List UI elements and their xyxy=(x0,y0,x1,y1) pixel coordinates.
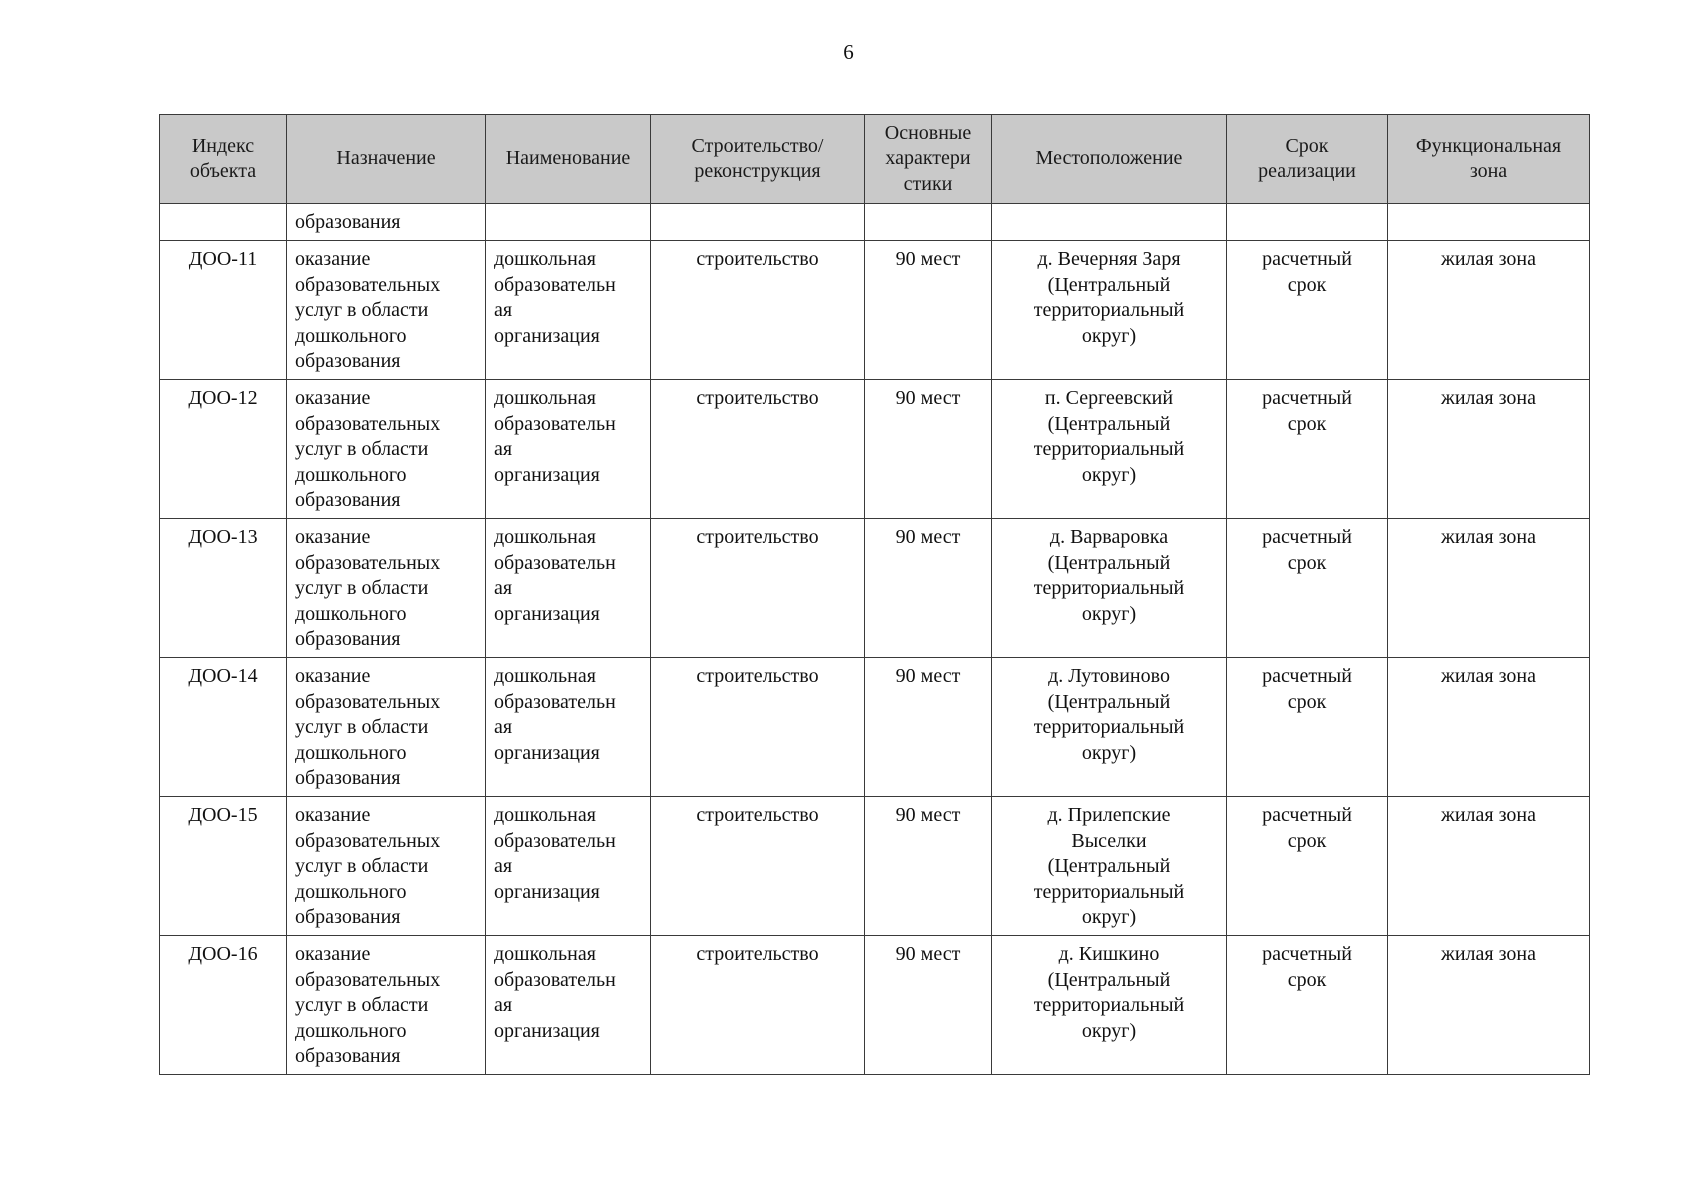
index-text: ДОО-11 xyxy=(188,248,258,270)
cell-term xyxy=(1227,380,1388,519)
cell-construction xyxy=(651,204,865,241)
cell-name xyxy=(486,241,651,380)
index-text: ДОО-16 xyxy=(188,943,258,965)
zone-text: жилая зона xyxy=(1441,526,1536,548)
table-row xyxy=(160,797,1590,936)
cell-purpose xyxy=(287,797,486,936)
cell-characteristics xyxy=(865,797,992,936)
cell-location xyxy=(992,380,1227,519)
header-name-label: Наименование xyxy=(505,147,631,170)
index-text: ДОО-13 xyxy=(188,526,258,548)
cell-index xyxy=(160,658,287,797)
term-text: расчетный срок xyxy=(1262,943,1352,991)
cell-name xyxy=(486,380,651,519)
zone-text: жилая зона xyxy=(1441,943,1536,965)
cell-characteristics xyxy=(865,241,992,380)
cell-name xyxy=(486,936,651,1075)
cell-name xyxy=(486,519,651,658)
purpose-text: оказание образовательных услуг в области дошкольного образования xyxy=(295,943,441,1067)
cell-purpose xyxy=(287,380,486,519)
cell-index xyxy=(160,380,287,519)
cell-location xyxy=(992,519,1227,658)
construction-text: строительство xyxy=(696,943,819,965)
header-purpose xyxy=(287,115,486,204)
location-text: п. Сергеевский (Центральный территориальный округ) xyxy=(1033,387,1185,486)
cell-characteristics xyxy=(865,519,992,658)
location-text: д. Лутовиново (Центральный территориальный округ) xyxy=(1033,665,1185,764)
cell-purpose xyxy=(287,241,486,380)
location-text: д. Вечерняя Заря (Центральный территориальный округ) xyxy=(1033,248,1185,347)
cell-construction xyxy=(651,241,865,380)
header-zone xyxy=(1388,115,1590,204)
table-header-row xyxy=(160,115,1590,204)
characteristics-text: 90 мест xyxy=(895,387,961,409)
header-term-label: Срок реализации xyxy=(1258,134,1356,182)
cell-characteristics xyxy=(865,936,992,1075)
name-text: дошкольная образовательн ая организация xyxy=(494,526,616,625)
header-location xyxy=(992,115,1227,204)
index-text: ДОО-14 xyxy=(188,665,258,687)
cell-zone xyxy=(1388,380,1590,519)
cell-index xyxy=(160,204,287,241)
table-row xyxy=(160,380,1590,519)
purpose-text: оказание образовательных услуг в области дошкольного образования xyxy=(295,804,441,928)
cell-term xyxy=(1227,519,1388,658)
characteristics-text: 90 мест xyxy=(895,248,961,270)
table-row xyxy=(160,658,1590,797)
characteristics-text: 90 мест xyxy=(895,526,961,548)
construction-text: строительство xyxy=(696,248,819,270)
characteristics-text: 90 мест xyxy=(895,943,961,965)
cell-name xyxy=(486,204,651,241)
header-characteristics-label: Основные характери стики xyxy=(884,121,972,195)
name-text: дошкольная образовательн ая организация xyxy=(494,248,616,347)
header-construction-label: Строительство/ реконструкция xyxy=(691,134,824,182)
name-text: дошкольная образовательн ая организация xyxy=(494,665,616,764)
cell-construction xyxy=(651,936,865,1075)
cell-name xyxy=(486,797,651,936)
index-text: ДОО-15 xyxy=(188,804,258,826)
cell-characteristics xyxy=(865,204,992,241)
cell-construction xyxy=(651,380,865,519)
header-characteristics xyxy=(865,115,992,204)
cell-purpose xyxy=(287,204,486,241)
cell-term xyxy=(1227,658,1388,797)
cell-zone xyxy=(1388,519,1590,658)
cell-characteristics xyxy=(865,658,992,797)
header-name xyxy=(486,115,651,204)
table-row xyxy=(160,519,1590,658)
header-index-label: Индекс объекта xyxy=(189,134,257,182)
header-construction xyxy=(651,115,865,204)
cell-construction xyxy=(651,519,865,658)
name-text: дошкольная образовательн ая организация xyxy=(494,387,616,486)
facilities-table xyxy=(159,114,1590,1075)
header-location-label: Местоположение xyxy=(1035,147,1183,170)
header-purpose-label: Назначение xyxy=(336,147,436,170)
purpose-text: оказание образовательных услуг в области дошкольного образования xyxy=(295,248,441,372)
cell-purpose xyxy=(287,658,486,797)
construction-text: строительство xyxy=(696,665,819,687)
cell-location xyxy=(992,658,1227,797)
cell-location xyxy=(992,241,1227,380)
term-text: расчетный срок xyxy=(1262,804,1352,852)
zone-text: жилая зона xyxy=(1441,387,1536,409)
location-text: д. Кишкино (Центральный территориальный округ) xyxy=(1033,943,1185,1042)
characteristics-text: 90 мест xyxy=(895,804,961,826)
location-text: д. Прилепские Выселки (Центральный территориальный округ) xyxy=(1033,804,1185,928)
header-zone-label: Функциональная зона xyxy=(1415,134,1562,182)
cell-term xyxy=(1227,204,1388,241)
cell-zone xyxy=(1388,797,1590,936)
zone-text: жилая зона xyxy=(1441,248,1536,270)
cell-location xyxy=(992,797,1227,936)
term-text: расчетный срок xyxy=(1262,387,1352,435)
term-text: расчетный срок xyxy=(1262,665,1352,713)
cell-term xyxy=(1227,241,1388,380)
cell-zone xyxy=(1388,936,1590,1075)
cell-name xyxy=(486,658,651,797)
header-index xyxy=(160,115,287,204)
zone-text: жилая зона xyxy=(1441,804,1536,826)
cell-construction xyxy=(651,797,865,936)
continuation-purpose-text: образования xyxy=(295,211,401,233)
table-row xyxy=(160,936,1590,1075)
index-text: ДОО-12 xyxy=(188,387,258,409)
purpose-text: оказание образовательных услуг в области дошкольного образования xyxy=(295,665,441,789)
cell-zone xyxy=(1388,241,1590,380)
location-text: д. Варваровка (Центральный территориальный округ) xyxy=(1033,526,1185,625)
name-text: дошкольная образовательн ая организация xyxy=(494,943,616,1042)
construction-text: строительство xyxy=(696,804,819,826)
name-text: дошкольная образовательн ая организация xyxy=(494,804,616,903)
cell-purpose xyxy=(287,519,486,658)
zone-text: жилая зона xyxy=(1441,665,1536,687)
cell-location xyxy=(992,204,1227,241)
page-number: 6 xyxy=(843,40,854,64)
cell-term xyxy=(1227,797,1388,936)
construction-text: строительство xyxy=(696,387,819,409)
construction-text: строительство xyxy=(696,526,819,548)
cell-term xyxy=(1227,936,1388,1075)
cell-index xyxy=(160,519,287,658)
table-row xyxy=(160,241,1590,380)
term-text: расчетный срок xyxy=(1262,248,1352,296)
characteristics-text: 90 мест xyxy=(895,665,961,687)
purpose-text: оказание образовательных услуг в области дошкольного образования xyxy=(295,526,441,650)
cell-zone xyxy=(1388,658,1590,797)
cell-zone xyxy=(1388,204,1590,241)
cell-location xyxy=(992,936,1227,1075)
purpose-text: оказание образовательных услуг в области дошкольного образования xyxy=(295,387,441,511)
cell-index xyxy=(160,936,287,1075)
table-row-continuation xyxy=(160,204,1590,241)
cell-index xyxy=(160,241,287,380)
cell-index xyxy=(160,797,287,936)
header-term xyxy=(1227,115,1388,204)
cell-purpose xyxy=(287,936,486,1075)
term-text: расчетный срок xyxy=(1262,526,1352,574)
cell-characteristics xyxy=(865,380,992,519)
cell-construction xyxy=(651,658,865,797)
